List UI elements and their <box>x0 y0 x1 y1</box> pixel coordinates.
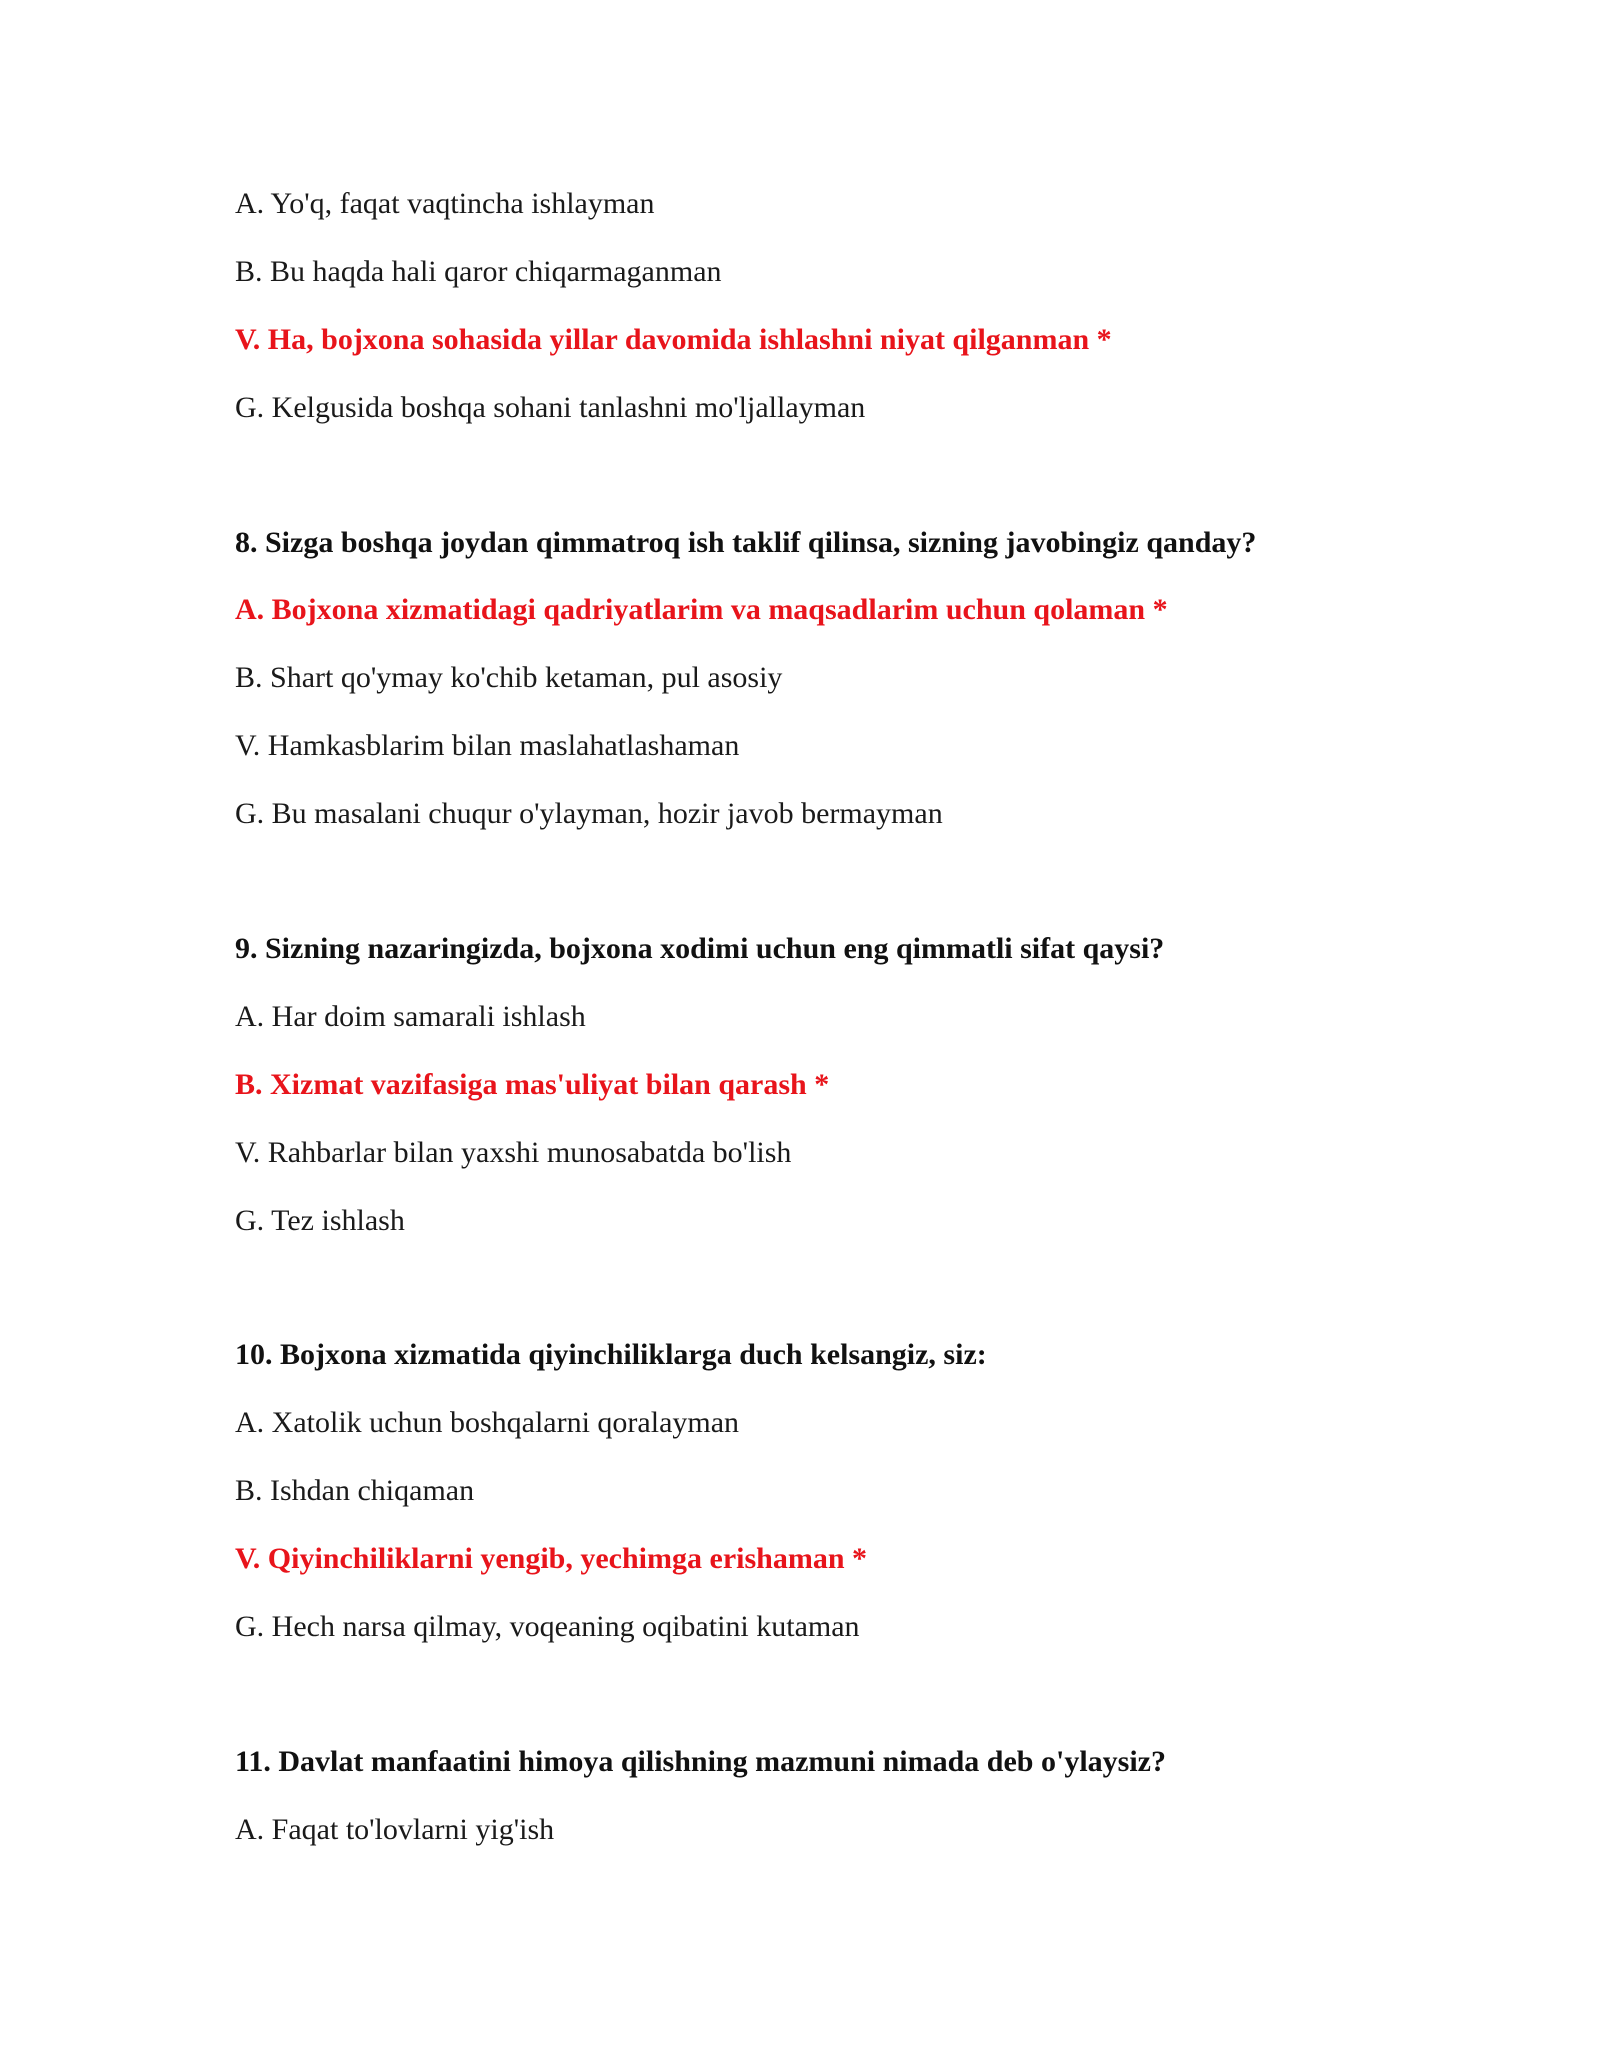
answer-option: B. Ishdan chiqaman <box>235 1474 475 1507</box>
correct-answer-option: V. Qiyinchiliklarni yengib, yechimga erishaman * <box>235 1542 868 1575</box>
answer-option: G. Tez ishlash <box>235 1204 405 1237</box>
correct-answer-option: B. Xizmat vazifasiga mas'uliyat bilan qarash * <box>235 1068 830 1101</box>
answer-option: B. Bu haqda hali qaror chiqarmaganman <box>235 255 722 288</box>
answer-option: A. Xatolik uchun boshqalarni qoralayman <box>235 1406 740 1439</box>
correct-answer-option: V. Ha, bojxona sohasida yillar davomida ishlashni niyat qilganman * <box>235 323 1112 356</box>
question-heading: 11. Davlat manfaatini himoya qilishning mazmuni nimada deb o'ylaysiz? <box>235 1745 1166 1778</box>
answer-option: G. Kelgusida boshqa sohani tanlashni mo'ljallayman <box>235 391 866 424</box>
answer-option: B. Shart qo'ymay ko'chib ketaman, pul asosiy <box>235 661 783 694</box>
answer-option: G. Hech narsa qilmay, voqeaning oqibatini kutaman <box>235 1610 860 1643</box>
question-heading: 8. Sizga boshqa joydan qimmatroq ish taklif qilinsa, sizning javobingiz qanday? <box>235 526 1257 559</box>
answer-option: A. Yo'q, faqat vaqtincha ishlayman <box>235 187 655 220</box>
question-heading: 10. Bojxona xizmatida qiyinchiliklarga duch kelsangiz, siz: <box>235 1338 987 1371</box>
answer-option: G. Bu masalani chuqur o'ylayman, hozir javob bermayman <box>235 797 943 830</box>
correct-answer-option: A. Bojxona xizmatidagi qadriyatlarim va maqsadlarim uchun qolaman * <box>235 593 1168 626</box>
question-heading: 9. Sizning nazaringizda, bojxona xodimi uchun eng qimmatli sifat qaysi? <box>235 932 1165 965</box>
answer-option: A. Har doim samarali ishlash <box>235 1000 586 1033</box>
answer-option: V. Hamkasblarim bilan maslahatlashaman <box>235 729 740 762</box>
answer-option: A. Faqat to'lovlarni yig'ish <box>235 1813 555 1846</box>
answer-option: V. Rahbarlar bilan yaxshi munosabatda bo'lish <box>235 1136 792 1169</box>
